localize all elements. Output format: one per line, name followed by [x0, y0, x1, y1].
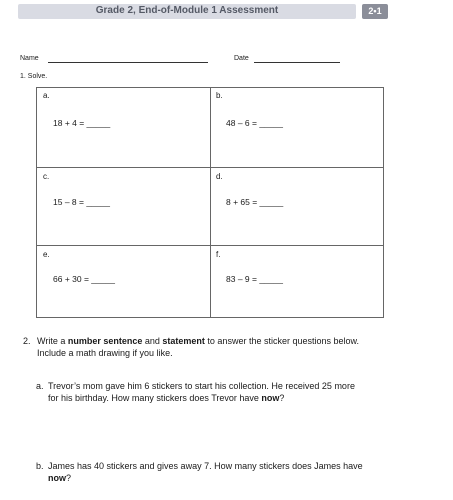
date-label: Date [234, 55, 249, 62]
problem-text: ? [279, 393, 285, 403]
sub-question-letter: a. [36, 381, 44, 391]
question-1-label: 1. Solve. [20, 73, 48, 80]
module-badge: 2•1 [362, 4, 388, 19]
question-2b-text [48, 460, 363, 484]
problem-letter: b. [216, 91, 223, 100]
problem-text: James has 40 stickers and gives away 7. How many stickers does James have [48, 461, 363, 471]
problem-bold: now [261, 393, 280, 403]
problem-letter: c. [43, 172, 50, 181]
instruction-text: to answer the sticker questions below. [204, 336, 360, 346]
problem-e[interactable]: 66 + 30 = _____ [53, 274, 115, 284]
name-field[interactable] [48, 62, 208, 63]
problem-letter: a. [43, 91, 50, 100]
sub-question-letter: b. [36, 461, 44, 471]
problem-bold: now [48, 473, 66, 483]
instruction-text: and [142, 336, 163, 346]
grid-divider [36, 167, 384, 168]
problem-letter: f. [216, 250, 221, 259]
instruction-bold: number sentence [67, 336, 143, 346]
question-number: 2. [23, 336, 31, 346]
instruction-bold: statement [162, 336, 205, 346]
grid-divider [210, 87, 211, 318]
question-2-instructions [37, 335, 392, 359]
question-2a-text [48, 380, 355, 404]
problem-a[interactable]: 18 + 4 = _____ [53, 118, 111, 128]
problem-d[interactable]: 8 + 65 = _____ [226, 197, 284, 207]
problem-text: for his birthday. How many stickers does Trevor have [48, 393, 262, 403]
problem-text: Trevor’s mom gave him 6 stickers to start his collection. He received 25 more [48, 381, 355, 391]
problem-letter: d. [216, 172, 223, 181]
problem-f[interactable]: 83 – 9 = _____ [226, 274, 283, 284]
problem-letter: e. [43, 250, 50, 259]
problem-c[interactable]: 15 – 8 = _____ [53, 197, 110, 207]
instruction-text: Include a math drawing if you like. [37, 348, 173, 358]
instruction-text: Write a [37, 336, 68, 346]
name-label: Name [20, 55, 39, 62]
grid-divider [36, 245, 384, 246]
date-field[interactable] [254, 62, 340, 63]
problem-text: ? [66, 473, 72, 483]
page-title: Grade 2, End-of-Module 1 Assessment [95, 5, 279, 16]
problem-b[interactable]: 48 – 6 = _____ [226, 118, 283, 128]
